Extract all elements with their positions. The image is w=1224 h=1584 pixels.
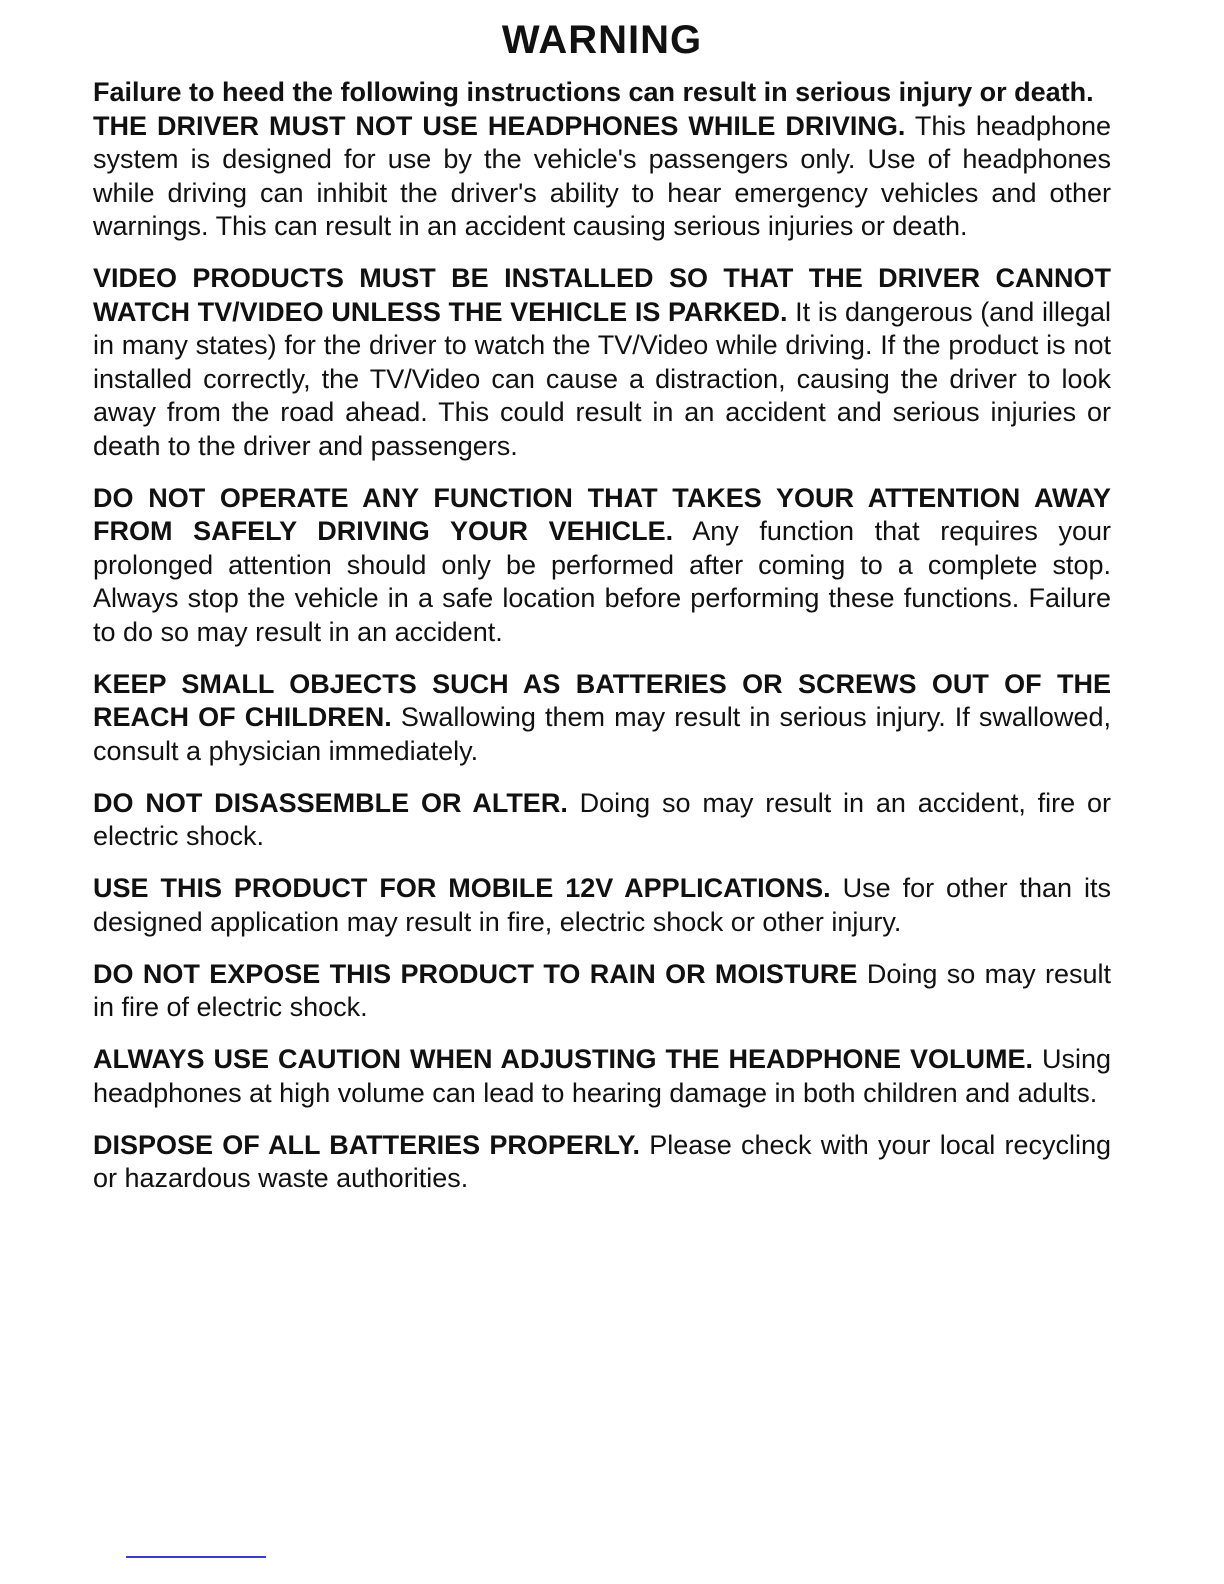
warning-body: Any function that requires your prolonged attention should only be performed after coming to a complete stop. Always stop the vehicle in a safe location before performing these functions. Failure to do so may result in an accident. (93, 516, 1111, 647)
warning-heading: DO NOT DISASSEMBLE OR ALTER. (93, 787, 568, 818)
warning-heading: DO NOT OPERATE ANY FUNCTION THAT TAKES YOUR ATTENTION AWAY FROM SAFELY DRIVING YOUR VEHICLE. (93, 482, 1111, 546)
warning-headphone-volume (93, 1043, 1111, 1110)
warning-rain-moisture (93, 958, 1111, 1025)
warning-heading: USE THIS PRODUCT FOR MOBILE 12V APPLICATIONS. (93, 873, 831, 903)
warning-12v-applications (93, 872, 1111, 939)
warning-small-objects (93, 668, 1111, 769)
warning-heading: DISPOSE OF ALL BATTERIES PROPERLY. (93, 1129, 640, 1160)
warning-document (93, 16, 1111, 1214)
warning-heading: DO NOT EXPOSE THIS PRODUCT TO RAIN OR MOISTURE (93, 958, 858, 989)
warning-body: Swallowing them may result in serious injury. If swallowed, consult a physician immediately. (93, 702, 1111, 766)
warning-heading: THE DRIVER MUST NOT USE HEADPHONES WHILE DRIVING. (93, 110, 906, 141)
warning-attention (93, 482, 1111, 650)
warning-heading: VIDEO PRODUCTS MUST BE INSTALLED SO THAT THE DRIVER CANNOT WATCH TV/VIDEO UNLESS THE VEHICLE IS PARKED. (93, 263, 1111, 327)
warning-body: Please check with your local recycling or hazardous waste authorities. (93, 1129, 1112, 1193)
page-title: WARNING (501, 18, 703, 62)
warning-video-products (93, 262, 1111, 463)
warning-body: Doing so may result in an accident, fire or electric shock. (93, 787, 1112, 851)
warning-dispose-batteries (93, 1129, 1111, 1196)
intro-statement: Failure to heed the following instructions can result in serious injury or death. (93, 77, 1094, 107)
footer-rule (126, 1556, 266, 1558)
warning-body: Use for other than its designed application may result in fire, electric shock or other injury. (93, 873, 1111, 937)
warning-body: This headphone system is designed for use by the vehicle's passengers only. Use of headphones while driving can inhibit the driver's ability to hear emergency vehicles and other warnings. This can result in an accident causing serious injuries or death. (93, 110, 1111, 241)
warning-heading: KEEP SMALL OBJECTS SUCH AS BATTERIES OR SCREWS OUT OF THE REACH OF CHILDREN. (93, 668, 1111, 732)
warning-headphones (93, 110, 1111, 244)
warning-body: Doing so may result in fire of electric shock. (93, 958, 1111, 1022)
warning-disassemble (93, 787, 1111, 854)
warning-body: It is dangerous (and illegal in many states) for the driver to watch the TV/Video while driving. If the product is not installed correctly, the TV/Video can cause a distraction, causing the driver to look away from the road ahead. This could result in an accident and serious injuries or death to the driver and passengers. (93, 296, 1111, 461)
warning-heading: ALWAYS USE CAUTION WHEN ADJUSTING THE HEADPHONE VOLUME. (93, 1044, 1033, 1074)
warning-body: Using headphones at high volume can lead to hearing damage in both children and adults. (93, 1044, 1112, 1108)
